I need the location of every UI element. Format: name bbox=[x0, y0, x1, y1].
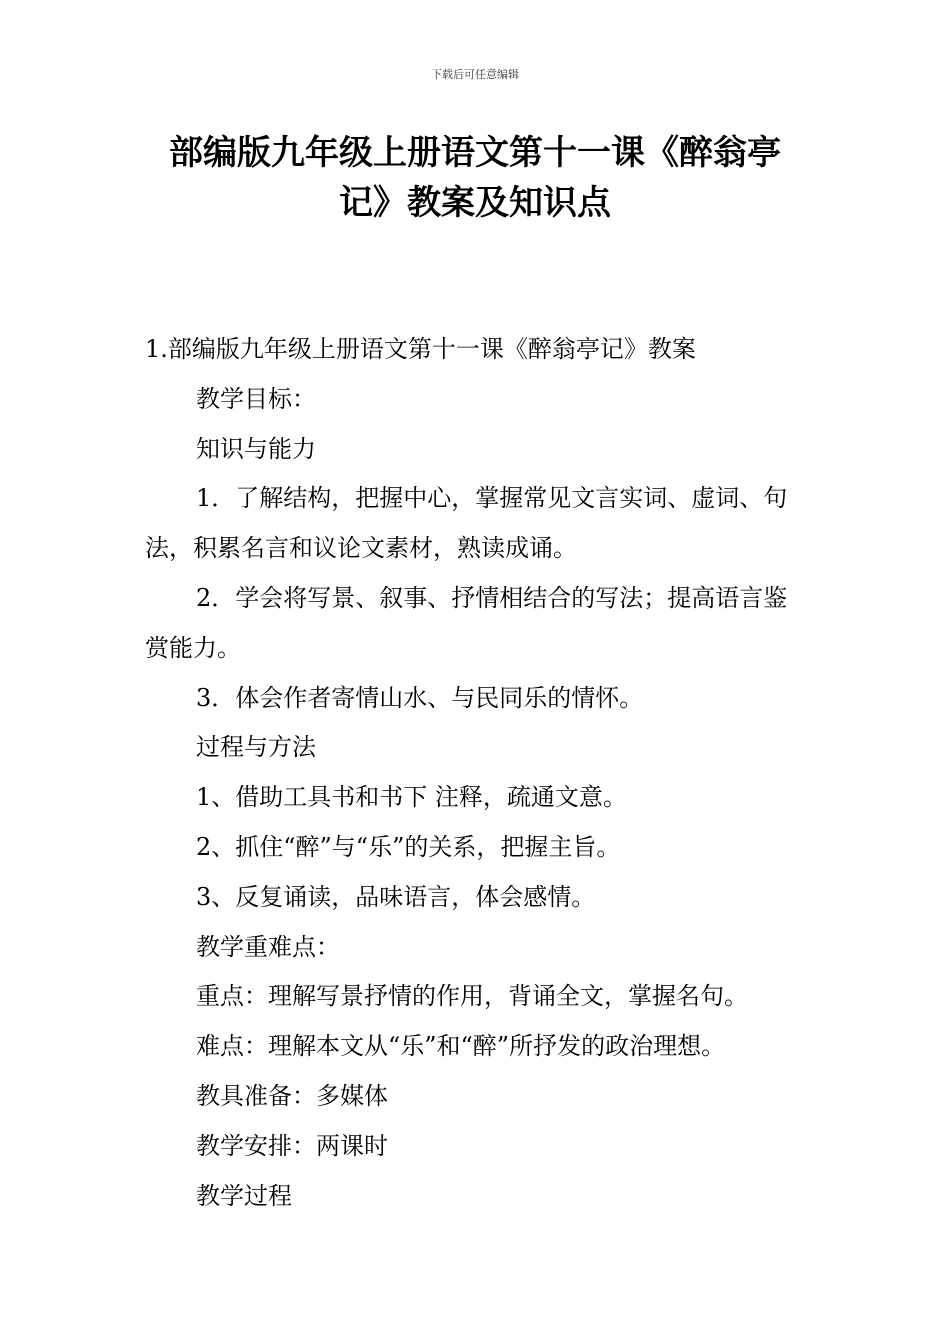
title-line-2: 记》教案及知识点 bbox=[339, 183, 611, 223]
title-line-1: 部编版九年级上册语文第十一课《醉翁亭 bbox=[169, 133, 781, 173]
paragraph-method-2: 2、抓住“醉”与“乐”的关系，把握主旨。 bbox=[196, 832, 621, 861]
paragraph-goal-1: 1．了解结构，把握中心，掌握常见文言实词、虚词、句法，积累名言和议论文素材，熟读成诵。 bbox=[145, 484, 788, 563]
paragraph-key-difficulties: 教学重难点： bbox=[196, 932, 340, 961]
section-heading: 1.部编版九年级上册语文第十一课《醉翁亭记》教案 bbox=[145, 335, 696, 363]
document-title bbox=[130, 128, 820, 228]
paragraph-method-1: 1、借助工具书和书下 注释，疏通文意。 bbox=[196, 783, 627, 812]
paragraph-difficult-point: 难点：理解本文从“乐”和“醉”所抒发的政治理想。 bbox=[196, 1032, 726, 1061]
paragraph-key-point: 重点：理解写景抒情的作用，背诵全文，掌握名句。 bbox=[196, 982, 748, 1011]
paragraph-goal-2: 2．学会将写景、叙事、抒情相结合的写法；提高语言鉴赏能力。 bbox=[145, 583, 788, 662]
document-body bbox=[145, 325, 810, 1221]
paragraph-teaching-aids: 教具准备：多媒体 bbox=[196, 1081, 388, 1110]
header-note: 下载后可任意编辑 bbox=[431, 68, 519, 81]
paragraph-teaching-goals: 教学目标： bbox=[196, 384, 316, 413]
paragraph-knowledge-ability: 知识与能力 bbox=[196, 434, 316, 463]
paragraph-schedule: 教学安排：两课时 bbox=[196, 1131, 388, 1160]
paragraph-goal-3: 3．体会作者寄情山水、与民同乐的情怀。 bbox=[196, 683, 644, 712]
paragraph-method-3: 3、反复诵读，品味语言，体会感情。 bbox=[196, 882, 596, 911]
paragraph-process-method: 过程与方法 bbox=[196, 733, 316, 762]
paragraph-teaching-process: 教学过程 bbox=[196, 1181, 292, 1210]
